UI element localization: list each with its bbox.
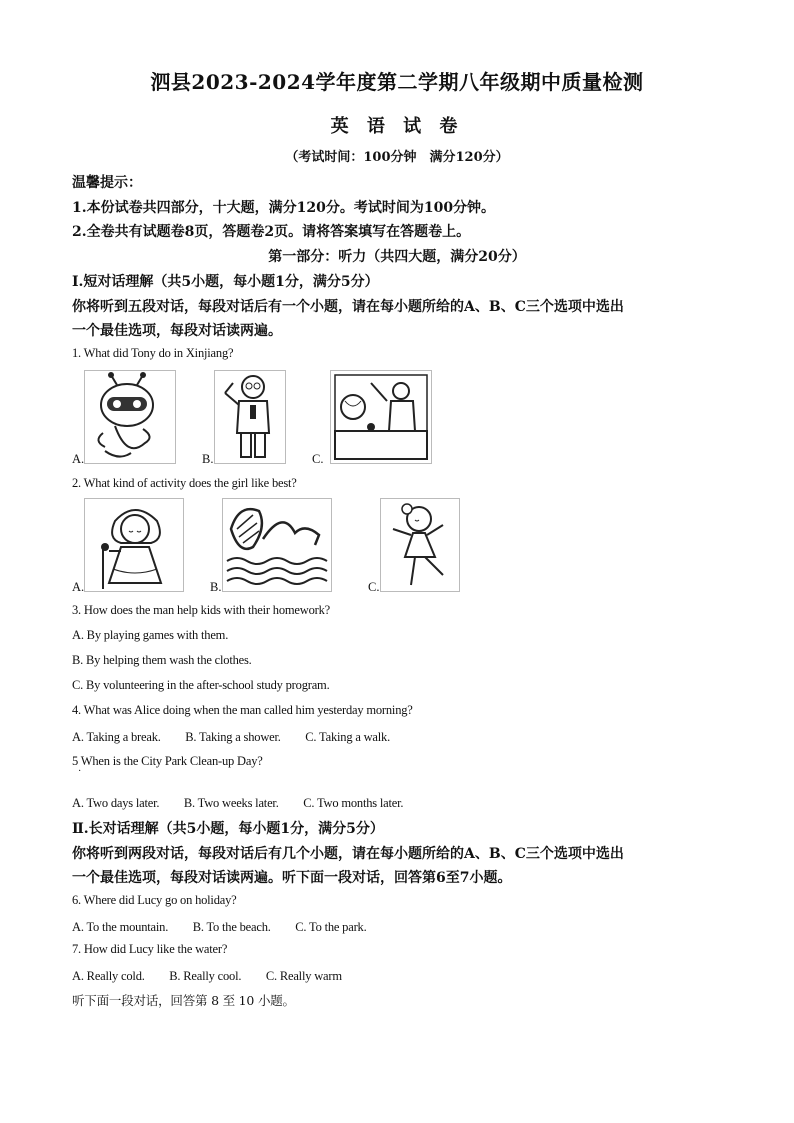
question-5-mark: · (78, 766, 82, 777)
section2-heading: Ⅱ.长对话理解（共5小题，每小题1分，满分5分） (72, 821, 384, 837)
section1-instruction-2: 一个最佳选项，每段对话读两遍。 (72, 323, 282, 339)
question-2: 2. What kind of activity does the girl like best? (72, 476, 297, 490)
question-4: 4. What was Alice doing when the man called him yesterday morning? (72, 703, 413, 717)
q2-option-a-label: A. (72, 580, 85, 594)
question-7-options: A. Really cold. B. Really cool. C. Really warm (72, 969, 342, 983)
section2-instruction-1: 你将听到两段对话，每段对话后有几个小题，请在每小题所给的A、B、C三个选项中选出 (72, 846, 624, 862)
question-4-options: A. Taking a break. B. Taking a shower. C. Taking a walk. (72, 730, 391, 744)
question-6-options: A. To the mountain. B. To the beach. C. To the park. (72, 920, 367, 934)
dancing-girl-image (380, 498, 460, 592)
q1-option-c-label: C. (312, 452, 324, 466)
section1-instruction-1: 你将听到五段对话，每段对话后有一个小题，请在每小题所给的A、B、C三个选项中选出 (72, 299, 624, 315)
question-7: 7. How did Lucy like the water? (72, 942, 228, 956)
exam-title: 泗县2023-2024学年度第二学期八年级期中质量检测 (150, 70, 644, 94)
exam-time-note: （考试时间：100分钟 满分120分） (285, 150, 509, 165)
q2-option-c-label: C. (368, 580, 380, 594)
swimming-image (222, 498, 332, 592)
q1-option-b-label: B. (202, 452, 214, 466)
question-3-option-b: B. By helping them wash the clothes. (72, 653, 252, 667)
tips-heading: 温馨提示： (72, 175, 142, 191)
question-5-options: A. Two days later. B. Two weeks later. C. Two months later. (72, 796, 404, 810)
question-2-options (72, 498, 472, 598)
tips-line-1: 1.本份试卷共四部分，十大题，满分120分。考试时间为100分钟。 (72, 200, 496, 216)
question-3-option-c: C. By volunteering in the after-school study program. (72, 678, 330, 692)
teacher-image (330, 370, 432, 464)
question-6: 6. Where did Lucy go on holiday? (72, 893, 237, 907)
section1-heading: Ⅰ.短对话理解（共5小题，每小题1分，满分5分） (72, 274, 379, 290)
singing-girl-image (84, 498, 184, 592)
robot-image (84, 370, 176, 464)
section2-next-dialog: 听下面一段对话，回答第 8 至 10 小题。 (72, 993, 295, 1008)
reporter-image (214, 370, 286, 464)
question-1-options (72, 370, 432, 470)
exam-subject: 英 语 试 卷 (330, 116, 464, 137)
question-3-option-a: A. By playing games with them. (72, 628, 229, 642)
q1-option-a-label: A. (72, 452, 85, 466)
tips-line-2: 2.全卷共有试题卷8页，答题卷2页。请将答案填写在答题卷上。 (72, 224, 471, 240)
part1-heading: 第一部分：听力（共四大题，满分20分） (268, 249, 526, 265)
question-1: 1. What did Tony do in Xinjiang? (72, 346, 234, 360)
q2-option-b-label: B. (210, 580, 222, 594)
section2-instruction-2: 一个最佳选项，每段对话读两遍。听下面一段对话，回答第6至7小题。 (72, 870, 512, 886)
question-5: 5 When is the City Park Clean-up Day? (72, 754, 263, 768)
question-3: 3. How does the man help kids with their homework? (72, 603, 331, 617)
